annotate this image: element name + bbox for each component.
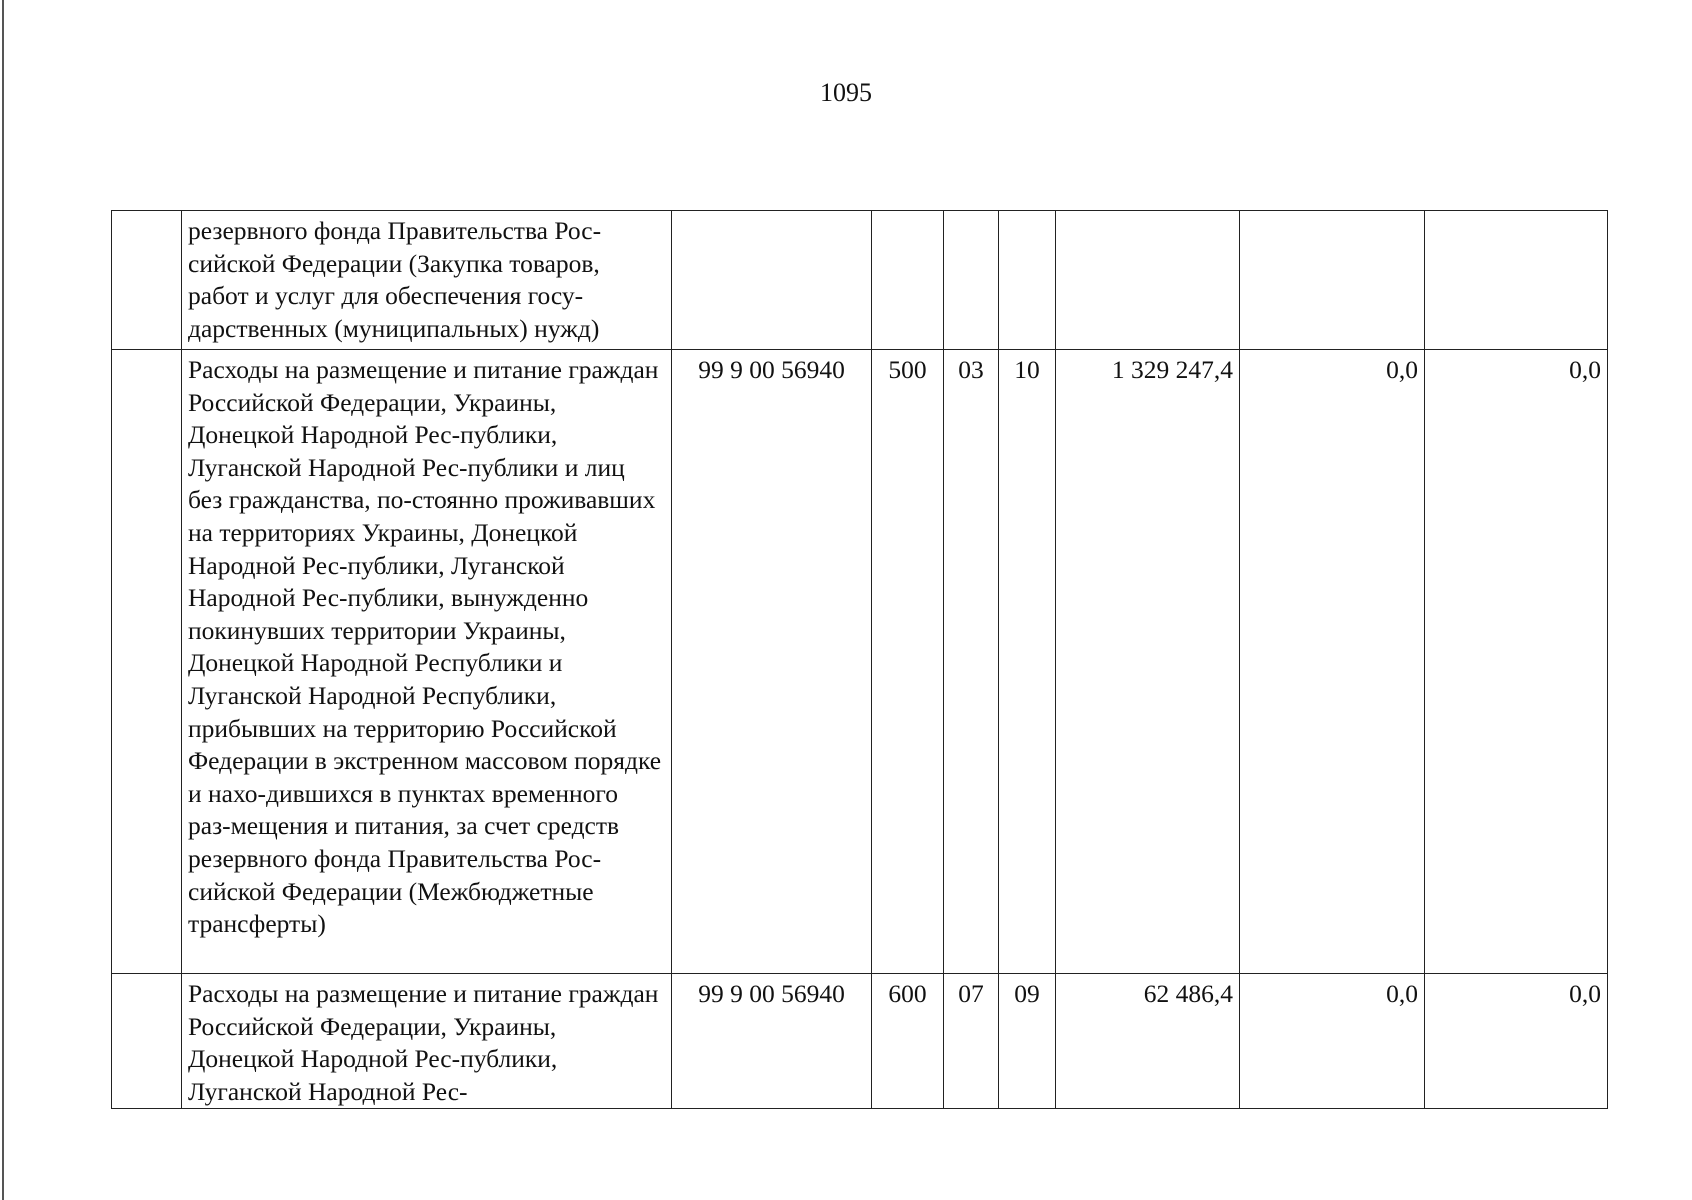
amount-cell-1 — [1056, 211, 1240, 350]
expense-type-cell — [872, 211, 944, 350]
row-number-cell — [112, 211, 182, 350]
expense-type-cell: 500 — [872, 350, 944, 974]
amount-cell-2: 0,0 — [1240, 974, 1425, 1109]
amount-cell-2 — [1240, 211, 1425, 350]
section-cell — [944, 211, 999, 350]
budget-table — [111, 210, 1608, 1109]
description-cell: Расходы на размещение и питание граждан Российской Федерации, Украины, Донецкой Народной Рес-публики, Луганской Народной Рес- — [182, 974, 672, 1109]
amount-cell-3: 0,0 — [1425, 974, 1608, 1109]
amount-cell-1: 1 329 247,4 — [1056, 350, 1240, 974]
subsection-cell — [999, 211, 1056, 350]
page-edge-rule — [2, 0, 4, 1200]
page-number: 1095 — [820, 78, 872, 107]
subsection-cell: 09 — [999, 974, 1056, 1109]
description-cell: резервного фонда Правительства Рос-сийской Федерации (Закупка товаров, работ и услуг для обеспечения госу-дарственных (муниципальных) нужд) — [182, 211, 672, 350]
subsection-cell: 10 — [999, 350, 1056, 974]
target-article-cell: 99 9 00 56940 — [672, 974, 872, 1109]
section-cell: 07 — [944, 974, 999, 1109]
table-row — [112, 350, 1608, 974]
row-number-cell — [112, 974, 182, 1109]
expense-type-cell: 600 — [872, 974, 944, 1109]
row-number-cell — [112, 350, 182, 974]
amount-cell-3 — [1425, 211, 1608, 350]
target-article-cell — [672, 211, 872, 350]
amount-cell-1: 62 486,4 — [1056, 974, 1240, 1109]
amount-cell-2: 0,0 — [1240, 350, 1425, 974]
table-row — [112, 974, 1608, 1109]
section-cell: 03 — [944, 350, 999, 974]
amount-cell-3: 0,0 — [1425, 350, 1608, 974]
description-cell: Расходы на размещение и питание граждан Российской Федерации, Украины, Донецкой Народной Рес-публики, Луганской Народной Рес-публики и лиц без гражданства, по-стоянно проживавших на территориях Украины, Донецкой Народной Рес-публики, Луганской Народной Рес-публики, вынужденно покинувших территории Украины, Донецкой Народной Республики и Луганской Народной Республики, прибывших на территорию Российской Федерации в экстренном массовом порядке и нахо-дившихся в пунктах временного раз-мещения и питания, за счет средств резервного фонда Правительства Рос-сийской Федерации (Межбюджетные трансферты) — [182, 350, 672, 974]
target-article-cell: 99 9 00 56940 — [672, 350, 872, 974]
table-row — [112, 211, 1608, 350]
